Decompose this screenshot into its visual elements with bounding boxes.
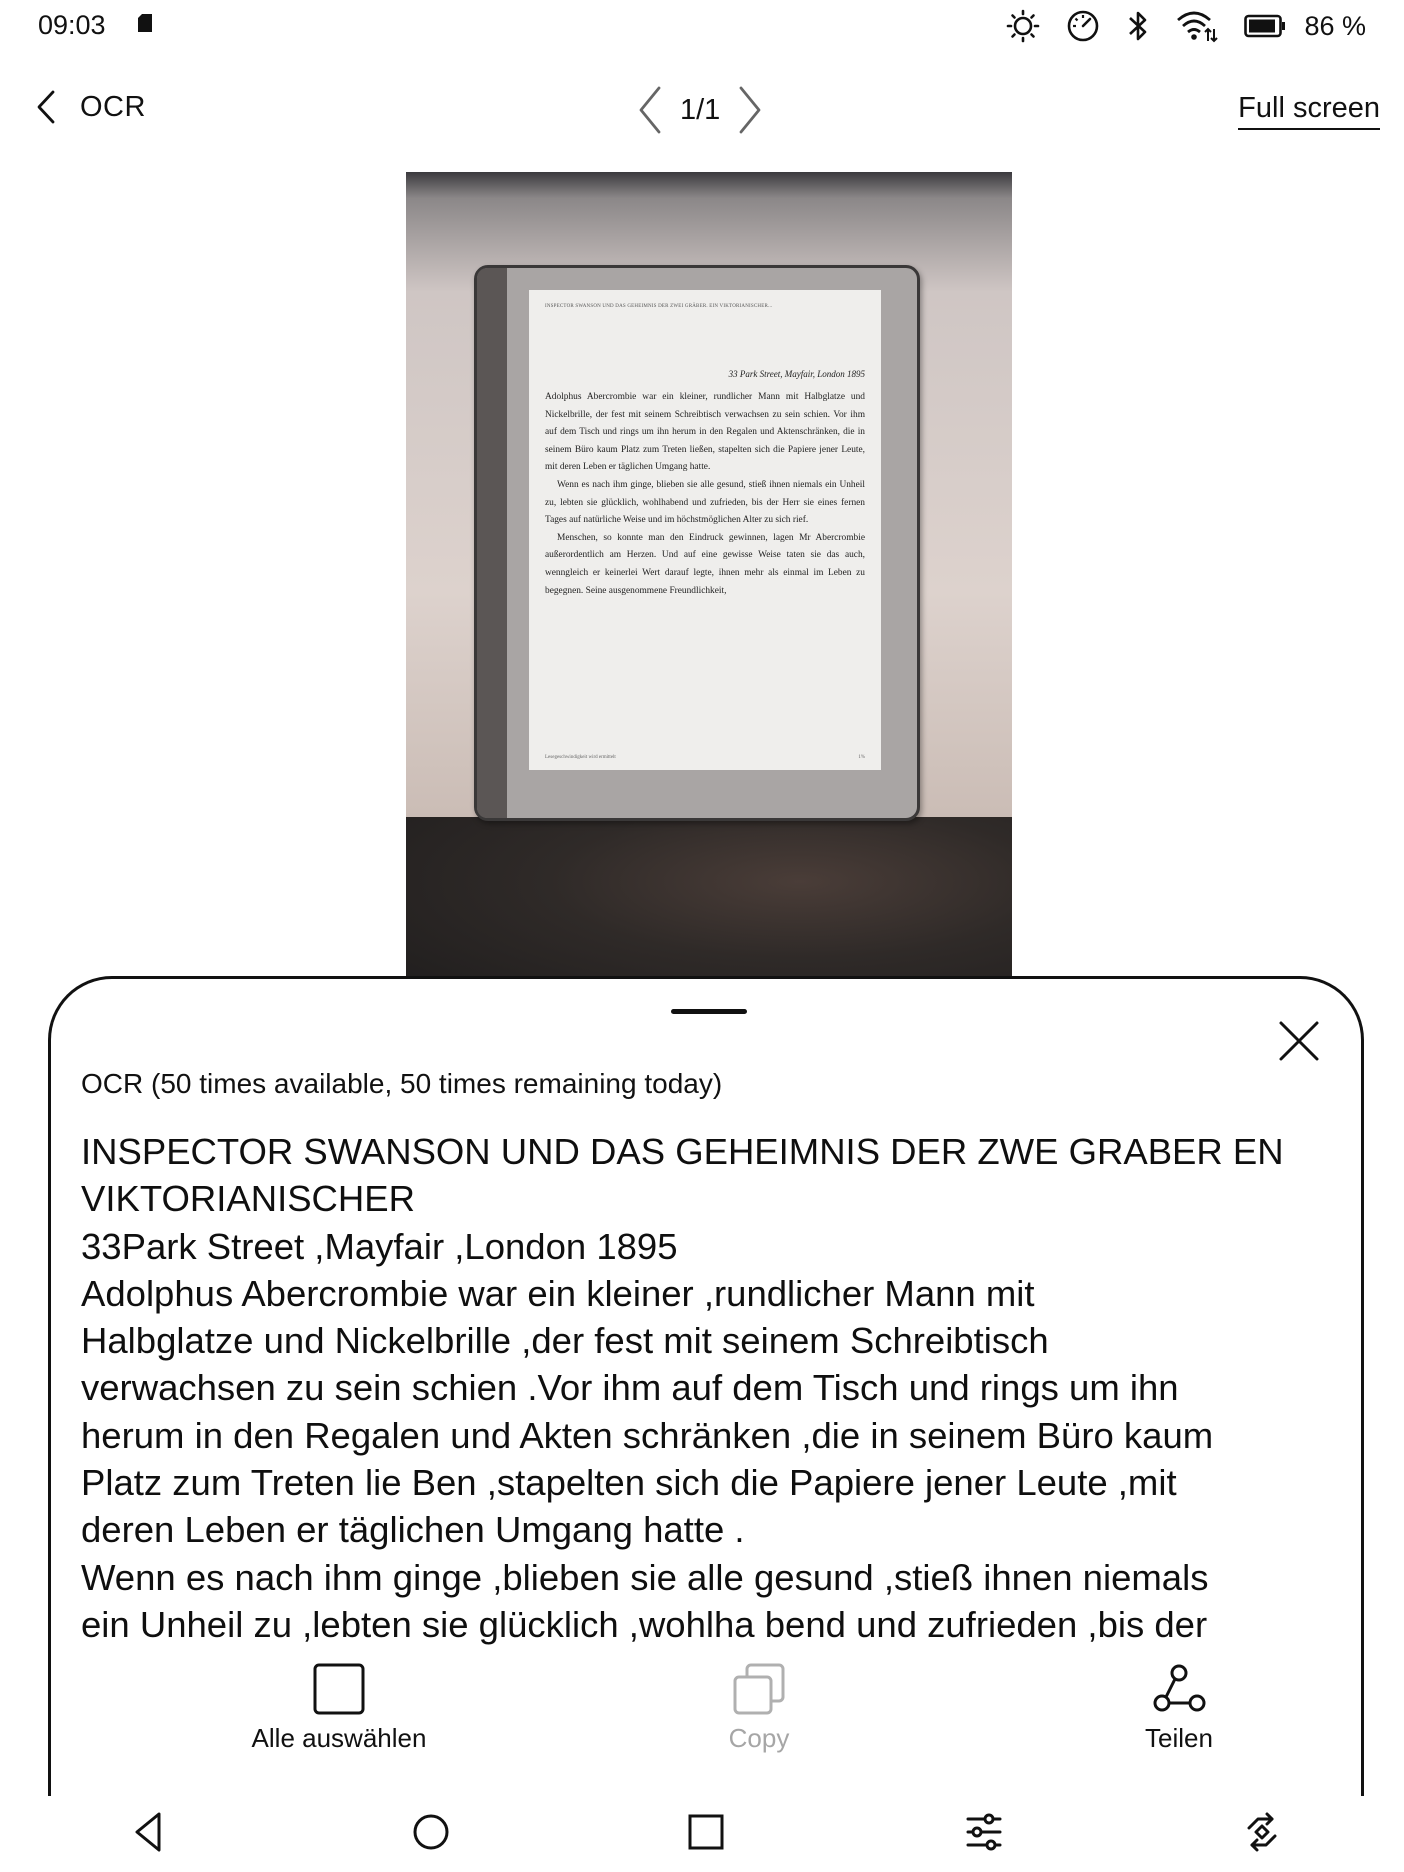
copy-label: Copy bbox=[728, 1723, 790, 1753]
ocr-usage-info: OCR (50 times available, 50 times remaining today) bbox=[81, 1068, 723, 1099]
sheet-drag-handle[interactable] bbox=[671, 1009, 747, 1014]
wifi-icon bbox=[1176, 9, 1218, 43]
screen-paragraph: Adolphus Abercrombie war ein kleiner, rundlicher Mann mit Halbglatze und Nickelbrille, der fest mit seinem Schreibtisch verwachsen zu sein schien. Vor ihm auf dem Tisch und rings um ihn herum in den Regalen und Aktenschränken, die in seinem Büro kaum Platz zum Treten ließen, stapelten sich die Papiere jener Leute, mit deren Leben er täglichen Umgang hatte. bbox=[545, 392, 865, 473]
settings-sliders-icon[interactable] bbox=[962, 1810, 1006, 1854]
photo-background-dark bbox=[406, 817, 1012, 1002]
back-button[interactable] bbox=[36, 90, 146, 124]
system-nav-bar bbox=[0, 1796, 1404, 1872]
ocr-result-text[interactable]: INSPECTOR SWANSON UND DAS GEHEIMNIS DER ZWE GRABER EN VIKTORIANISCHER 33Park Street ,Mayfair ,London 1895 Adolphus Abercrombie war ein kleiner ,rundlicher Mann mit Halbglatze und Nickelbrille ,der fest mit seinem Schreibtisch verwachsen zu sein schien .Vor ihm auf dem Tisch und rings um ihn herum in den Regalen und Akten schränken ,die in seinem Büro kaum Platz zum Treten lie Ben ,stapelten sich die Papiere jener Leute ,mit deren Leben er täglichen Umgang hatte . Wenn es nach ihm ginge ,blieben sie alle gesund ,stieß ihnen niemals ein Unheil zu ,lebten sie glücklich ,wohlha bend und zufrieden ,bis der bbox=[81, 1131, 1284, 1645]
battery-level: 86 % bbox=[1304, 10, 1366, 41]
copy-icon bbox=[733, 1663, 785, 1715]
sheet-actions bbox=[51, 1663, 1367, 1773]
sd-card-icon bbox=[138, 14, 152, 32]
bluetooth-icon bbox=[1126, 9, 1150, 43]
screen-body bbox=[545, 389, 865, 600]
full-screen-button[interactable]: Full screen bbox=[1238, 92, 1380, 130]
home-nav-icon[interactable] bbox=[409, 1810, 453, 1854]
screen-place-line: 33 Park Street, Mayfair, London 1895 bbox=[728, 369, 865, 379]
page-indicator: 1/1 bbox=[680, 93, 721, 126]
ereader-screen bbox=[529, 290, 881, 770]
page-title: OCR bbox=[80, 90, 146, 123]
brightness-icon bbox=[1006, 9, 1040, 43]
ocr-source-photo bbox=[406, 172, 1012, 1002]
next-page-button[interactable] bbox=[738, 86, 762, 134]
close-icon[interactable] bbox=[1275, 1017, 1323, 1065]
battery-icon bbox=[1244, 14, 1286, 38]
previous-page-button[interactable] bbox=[638, 86, 662, 134]
recents-nav-icon[interactable] bbox=[684, 1810, 728, 1854]
screen-footer-right: 1% bbox=[858, 755, 865, 760]
status-time: 09:03 bbox=[38, 10, 106, 40]
checkbox-icon bbox=[313, 1663, 365, 1715]
screen-footer-left: Lesegeschwindigkeit wird ermittelt bbox=[545, 755, 616, 760]
page-pager bbox=[638, 86, 762, 134]
back-nav-icon[interactable] bbox=[127, 1810, 171, 1854]
ereader-device bbox=[474, 265, 920, 821]
share-button[interactable] bbox=[1049, 1663, 1309, 1754]
select-all-label: Alle auswählen bbox=[251, 1723, 427, 1753]
ereader-spine bbox=[477, 268, 507, 818]
screen-paragraph: Menschen, so konnte man den Eindruck gewinnen, lagen Mr Abercrombie außerordentlich am Herzen. Und auf eine gewisse Weise taten sie das auch, wenngleich er keinerlei Wert darauf legte, ihnen mehr als einmal im Leben zu begegnen. Seine ausgenommene Freundlichkeit, bbox=[545, 532, 865, 596]
share-label: Teilen bbox=[1145, 1723, 1213, 1753]
share-icon bbox=[1153, 1663, 1205, 1715]
ocr-result-sheet bbox=[48, 976, 1364, 1796]
refresh-screen-icon[interactable] bbox=[1240, 1810, 1284, 1854]
select-all-button[interactable] bbox=[209, 1663, 469, 1754]
status-bar bbox=[0, 0, 1404, 52]
copy-button[interactable] bbox=[629, 1663, 889, 1754]
screen-footer bbox=[545, 755, 865, 760]
screen-header-text: INSPECTOR SWANSON UND DAS GEHEIMNIS DER ZWEI GRÄBER. EIN VIKTORIANISCHER... bbox=[545, 304, 773, 309]
status-icons bbox=[980, 8, 1366, 44]
app-header bbox=[0, 80, 1404, 146]
chevron-left-icon bbox=[36, 90, 56, 124]
screen-paragraph: Wenn es nach ihm ginge, blieben sie alle gesund, stieß ihnen niemals ein Unheil zu, lebten sie glücklich, wohlhabend und zufrieden, bis der Herr sie eines fernen Tages auf natürliche Weise und im höchstmöglichen Alter zu sich rief. bbox=[545, 479, 865, 526]
refresh-rate-icon bbox=[1066, 9, 1100, 43]
